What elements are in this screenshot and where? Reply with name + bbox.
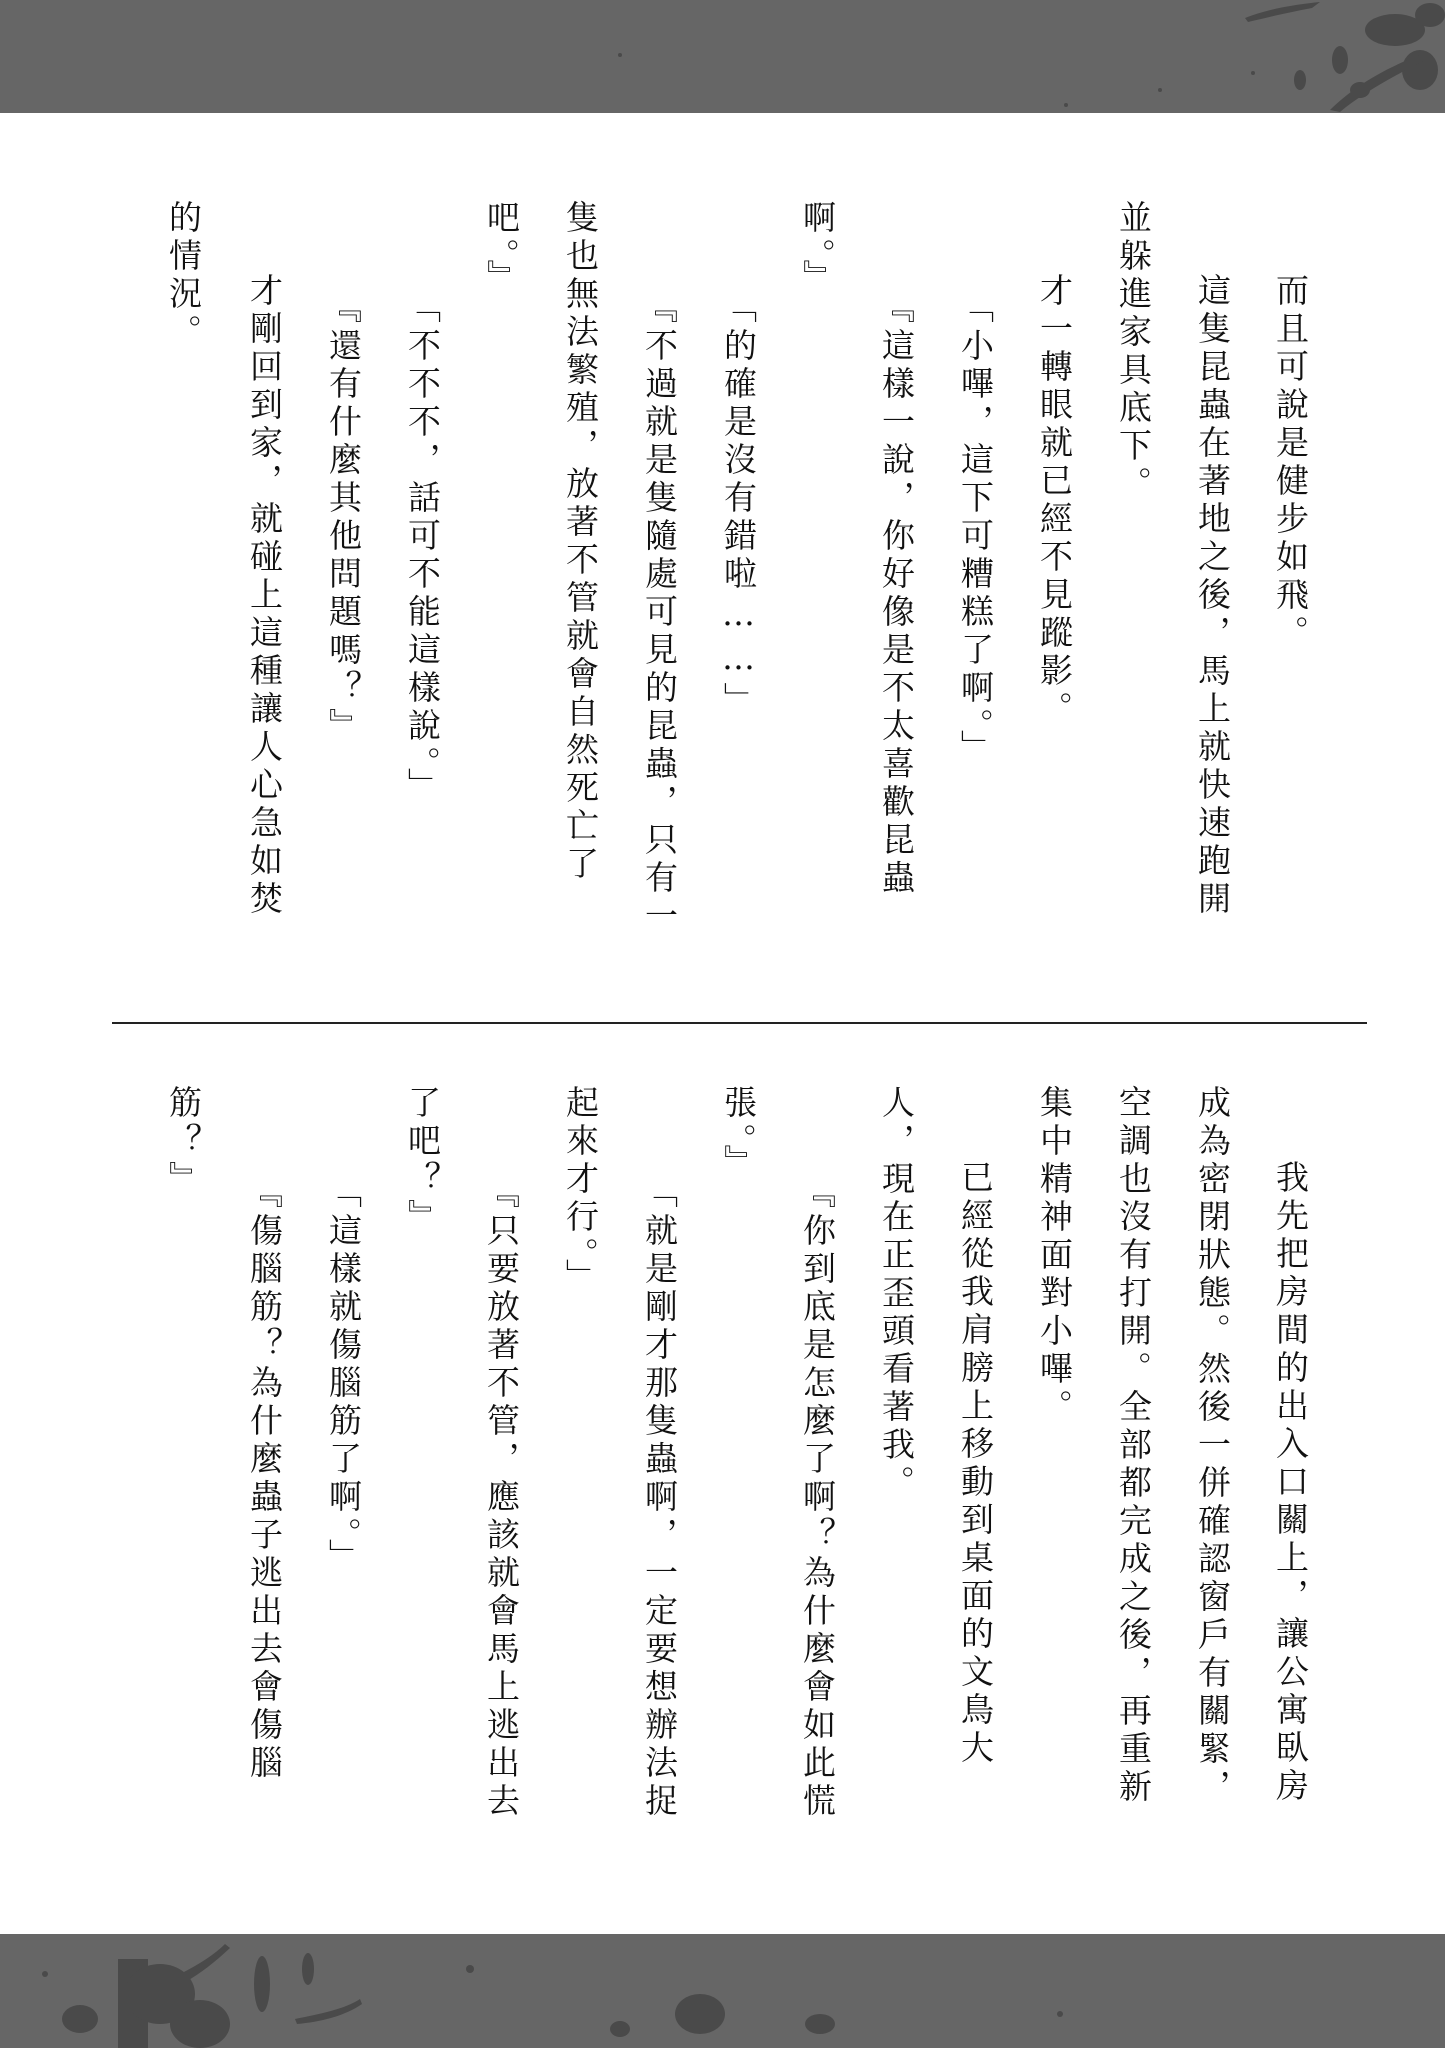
lower-text-column: 了吧？』 [403,1085,442,1237]
lower-text-column: 集中精神面對小嗶。 [1035,1085,1074,1427]
grunge-texture-icon [0,0,1445,113]
upper-text-column: 『這樣一說，你好像是不太喜歡昆蟲 [877,290,916,898]
grunge-texture-icon [0,1934,1445,2048]
upper-text-column: 而且可說是健步如飛。 [1271,273,1310,653]
upper-text-column: 才一轉眼就已經不見蹤影。 [1035,273,1074,729]
upper-text-column: 「的確是沒有錯啦……」 [719,290,758,720]
upper-text-column: 『不過就是隻隨處可見的昆蟲，只有一 [640,290,679,936]
upper-text-column: 才剛回到家，就碰上這種讓人心急如焚 [245,273,284,919]
lower-text-column: 張。』 [719,1085,758,1183]
bottom-grunge-band [0,1934,1445,2048]
top-grunge-band [0,0,1445,113]
upper-text-column: 的情況。 [164,200,203,352]
lower-text-column: 已經從我肩膀上移動到桌面的文鳥大 [956,1160,995,1768]
lower-text-column: 我先把房間的出入口關上，讓公寓臥房 [1271,1160,1310,1806]
lower-text-column: 『只要放著不管，應該就會馬上逃出去 [482,1175,521,1821]
upper-text-column: 並躲進家具底下。 [1114,200,1153,504]
section-divider [112,1022,1367,1024]
lower-text-column: 成為密閉狀態。然後一併確認窗戶有關緊， [1193,1085,1232,1807]
lower-text-column: 「就是剛才那隻蟲啊，一定要想辦法捉 [640,1175,679,1821]
lower-text-column: 『傷腦筋？為什麼蟲子逃出去會傷腦 [245,1175,284,1783]
lower-text-column: 人，現在正歪頭看著我。 [877,1085,916,1503]
upper-text-column: 啊。』 [798,200,837,298]
upper-text-column: 隻也無法繁殖，放著不管就會自然死亡了 [561,200,600,884]
lower-text-column: 「這樣就傷腦筋了啊。」 [324,1175,363,1577]
upper-text-column: 吧。』 [482,200,521,298]
lower-text-column: 『你到底是怎麼了啊？為什麼會如此慌 [798,1175,837,1821]
lower-text-column: 空調也沒有打開。全部都完成之後，再重新 [1114,1085,1153,1807]
lower-text-column: 起來才行。」 [561,1085,600,1297]
upper-text-column: 「不不不，話可不能這樣說。」 [403,290,442,806]
upper-text-column: 『還有什麼其他問題嗎？』 [324,290,363,746]
upper-text-column: 這隻昆蟲在著地之後，馬上就快速跑開 [1193,273,1232,919]
lower-text-column: 筋？』 [164,1085,203,1199]
upper-text-column: 「小嗶，這下可糟糕了啊。」 [956,290,995,768]
